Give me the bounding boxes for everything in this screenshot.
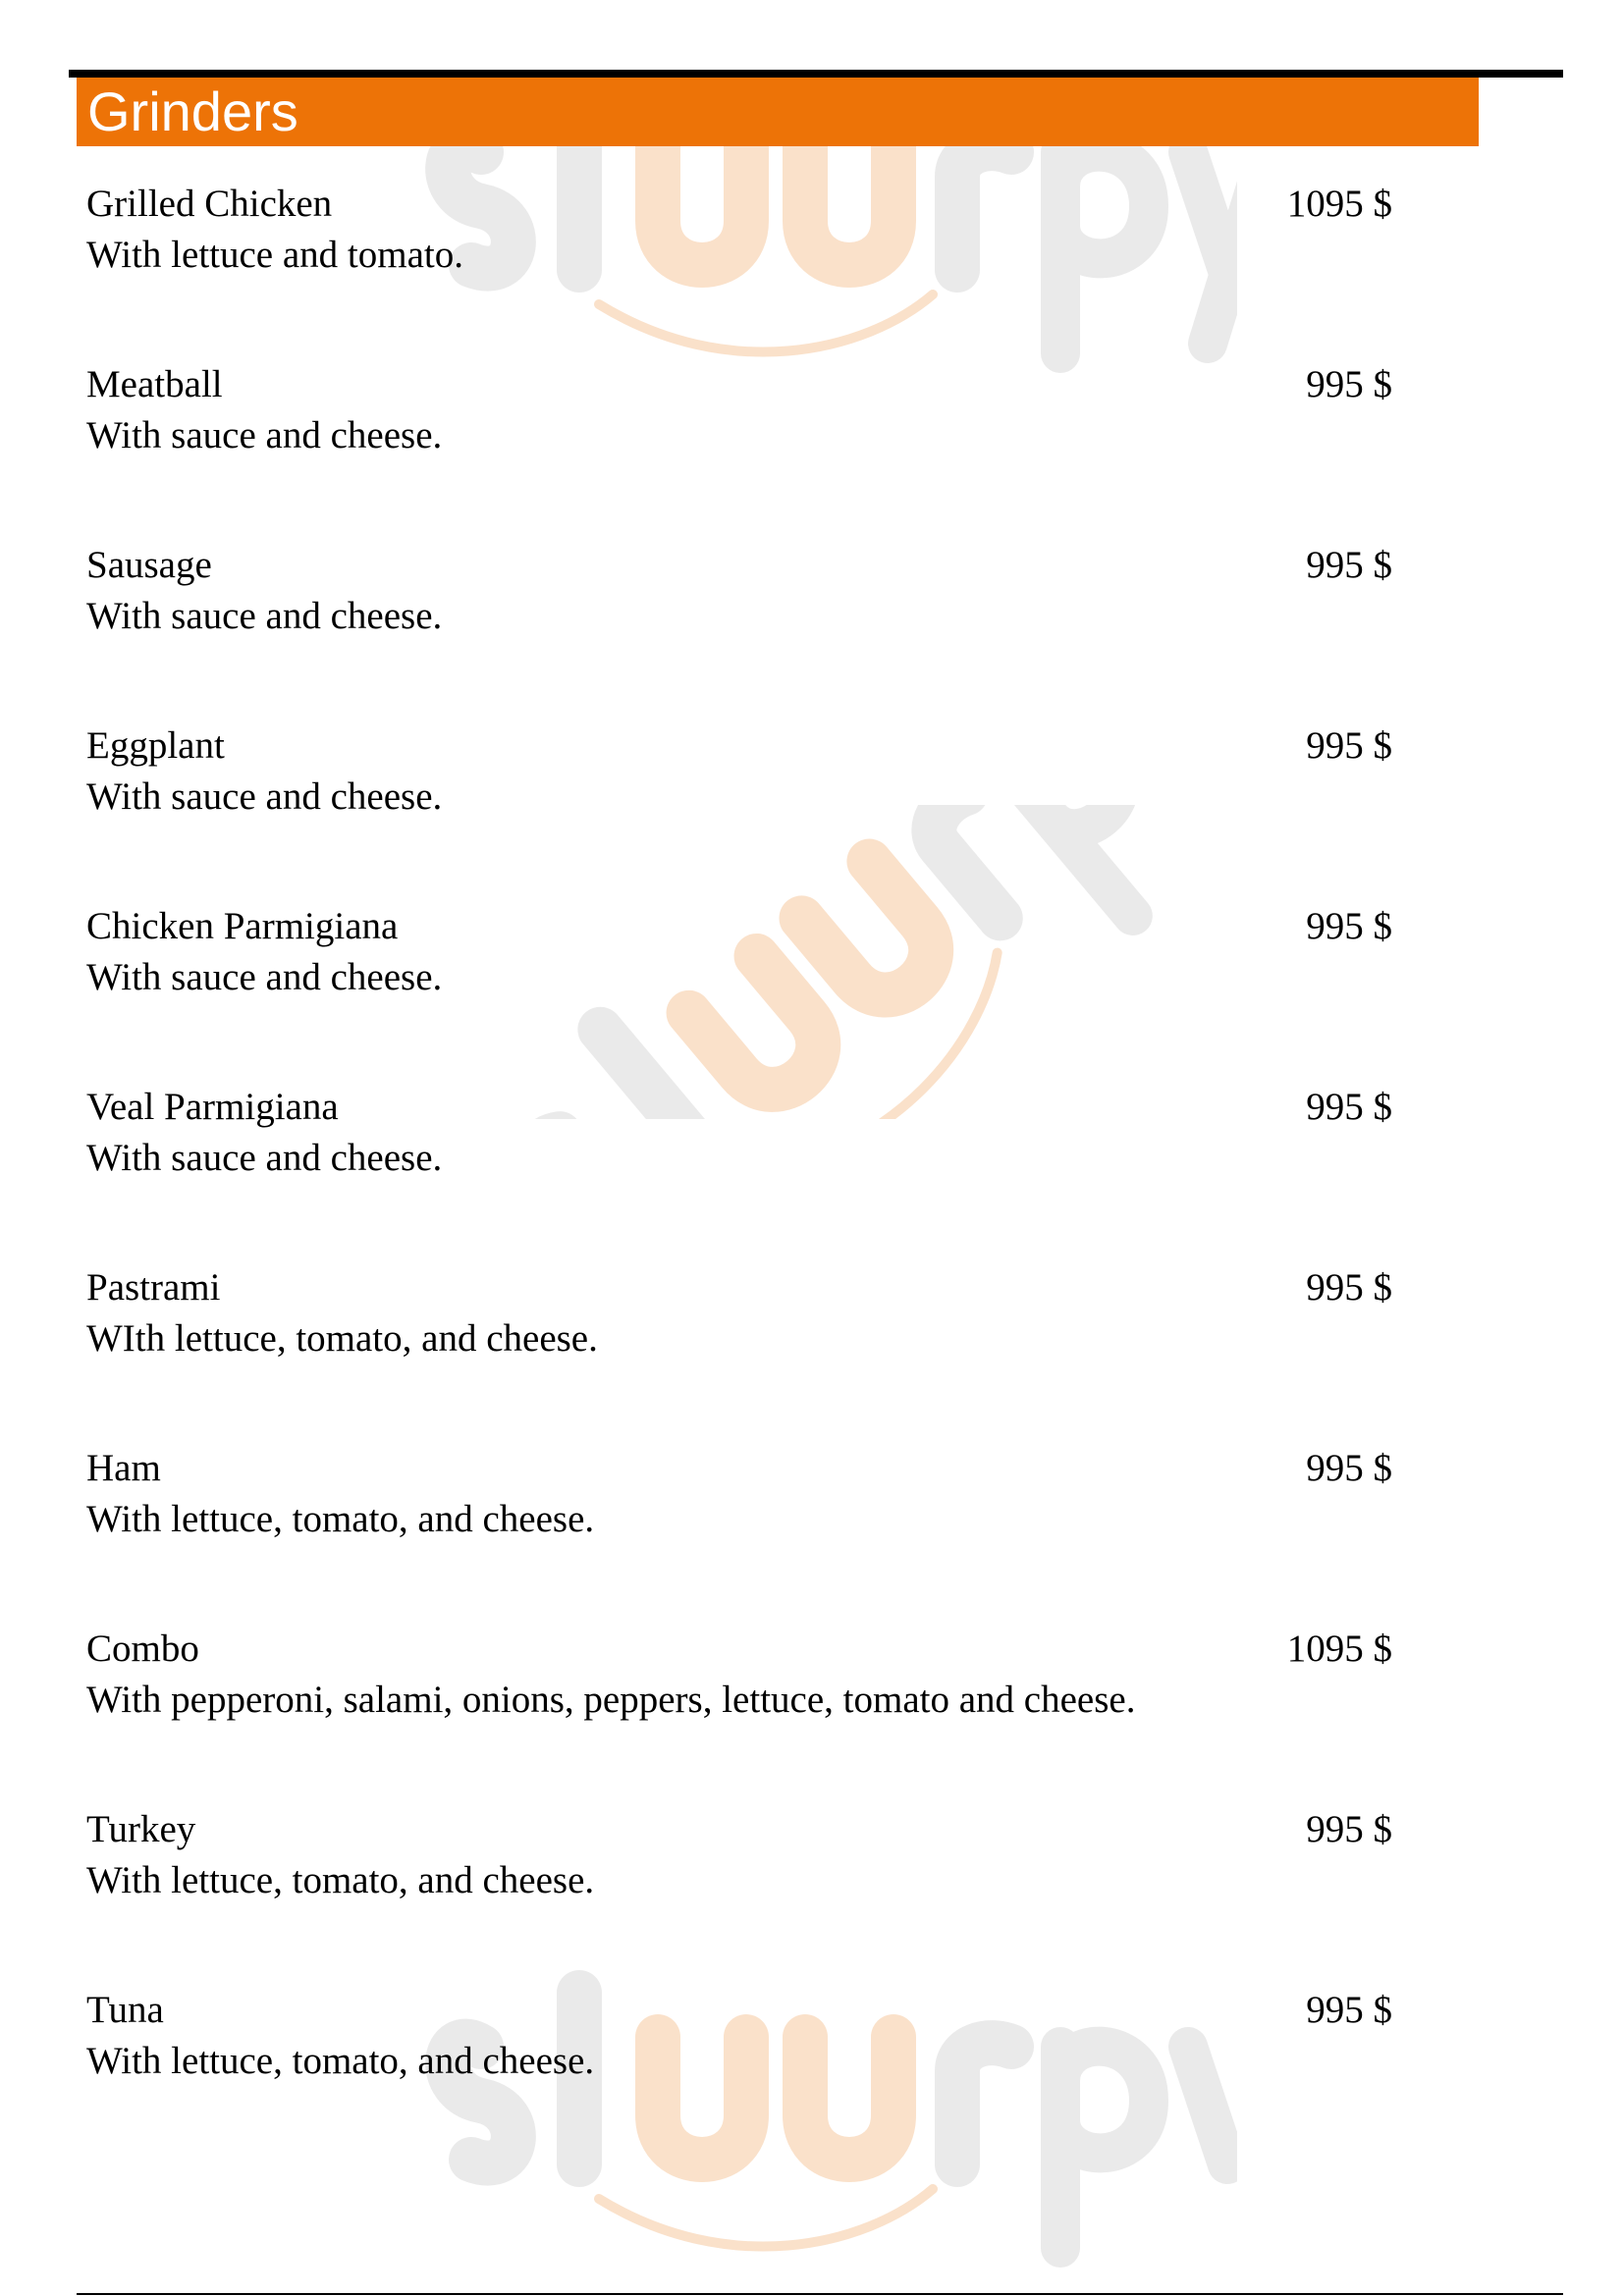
item-description: With sauce and cheese.: [86, 595, 443, 637]
item-name: Veal Parmigiana: [86, 1086, 339, 1128]
item-name: Pastrami: [86, 1266, 221, 1308]
item-price: 1095 $: [1286, 1628, 1392, 1670]
item-description: With sauce and cheese.: [86, 775, 443, 818]
item-price: 995 $: [1306, 905, 1392, 947]
item-name: Tuna: [86, 1989, 164, 2031]
item-price: 995 $: [1306, 1808, 1392, 1850]
item-name: Meatball: [86, 363, 223, 405]
menu-item-grilled-chicken: [86, 181, 1392, 361]
item-price: 1095 $: [1286, 183, 1392, 225]
item-description: With lettuce, tomato, and cheese.: [86, 1498, 595, 1540]
item-name: Sausage: [86, 544, 212, 586]
item-description: With sauce and cheese.: [86, 956, 443, 998]
section-title: Grinders: [87, 80, 298, 142]
menu-item-eggplant: [86, 722, 1392, 903]
item-description: With pepperoni, salami, onions, peppers, lettuce, tomato and cheese.: [86, 1679, 1136, 1721]
menu-item-chicken-parmigiana: [86, 903, 1392, 1084]
item-name: Combo: [86, 1628, 199, 1670]
item-name: Grilled Chicken: [86, 183, 333, 225]
menu-item-combo: [86, 1626, 1392, 1806]
item-description: With sauce and cheese.: [86, 414, 443, 456]
menu-item-turkey: [86, 1806, 1392, 1987]
item-description: With lettuce and tomato.: [86, 234, 463, 276]
bottom-rule: [77, 2293, 1563, 2295]
item-price: 995 $: [1306, 1266, 1392, 1308]
menu-item-pastrami: [86, 1264, 1392, 1445]
item-name: Eggplant: [86, 724, 225, 767]
menu-list: [86, 181, 1392, 2167]
item-description: With lettuce, tomato, and cheese.: [86, 2040, 595, 2082]
item-price: 995 $: [1306, 1086, 1392, 1128]
menu-item-tuna: [86, 1987, 1392, 2167]
menu-item-sausage: [86, 542, 1392, 722]
item-price: 995 $: [1306, 1447, 1392, 1489]
menu-item-veal-parmigiana: [86, 1084, 1392, 1264]
item-price: 995 $: [1306, 724, 1392, 767]
item-name: Ham: [86, 1447, 161, 1489]
item-description: WIth lettuce, tomato, and cheese.: [86, 1317, 598, 1360]
item-description: With lettuce, tomato, and cheese.: [86, 1859, 595, 1901]
item-name: Chicken Parmigiana: [86, 905, 399, 947]
section-header: [77, 78, 1479, 146]
menu-item-meatball: [86, 361, 1392, 542]
item-description: With sauce and cheese.: [86, 1137, 443, 1179]
menu-item-ham: [86, 1445, 1392, 1626]
item-price: 995 $: [1306, 363, 1392, 405]
item-name: Turkey: [86, 1808, 196, 1850]
item-price: 995 $: [1306, 1989, 1392, 2031]
top-rule: [69, 70, 1563, 78]
item-price: 995 $: [1306, 544, 1392, 586]
